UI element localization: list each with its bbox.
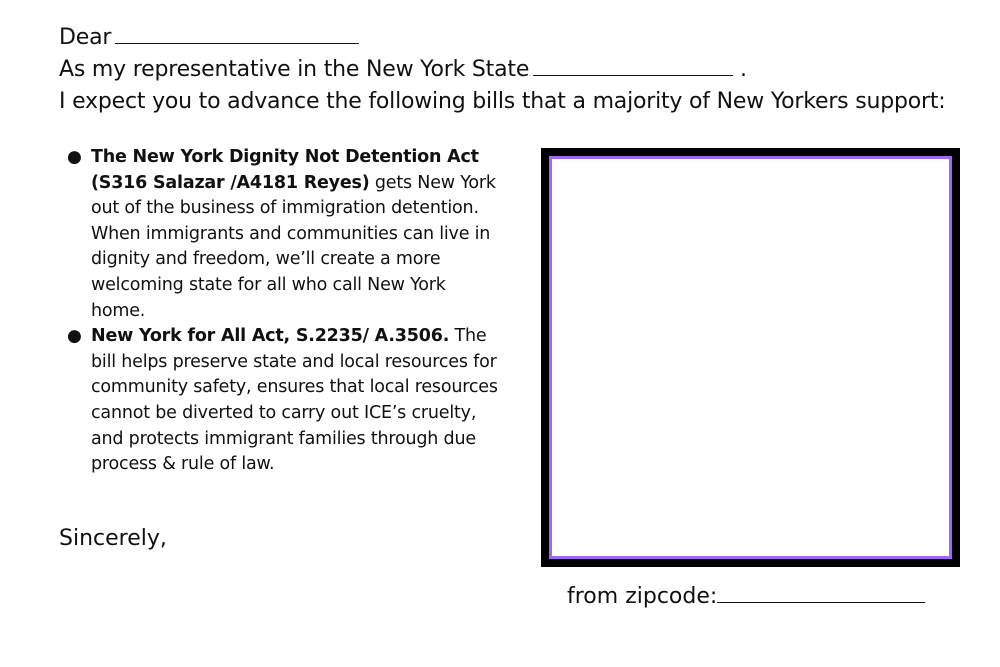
photo-placeholder[interactable] (549, 156, 952, 559)
bill-name: New York for All Act, S.2235/ A.3506. (91, 326, 450, 347)
bill-name: The New York Dignity Not Detention Act (S316 Salazar /A4181 Reyes) (91, 147, 479, 193)
closing-text: Sincerely, (59, 526, 167, 551)
zipcode-label: from zipcode: (567, 584, 718, 609)
dear-line (59, 23, 359, 53)
expect-line (59, 87, 946, 117)
bullet-icon: ● (67, 326, 82, 347)
representative-line (59, 55, 747, 85)
representative-text: As my representative in the New York State (59, 57, 530, 82)
photo-frame[interactable] (541, 148, 960, 567)
expect-text: I expect you to advance the following bills that a majority of New Yorkers support: (59, 89, 946, 114)
dear-label: Dear (59, 25, 112, 50)
chamber-blank[interactable] (533, 55, 733, 76)
recipient-name-blank[interactable] (115, 23, 359, 44)
bill-list (62, 145, 502, 478)
bill-description: The bill helps preserve state and local resources for community safety, ensures that local resources cannot be diverted to carry out ICE’s cruelty, and protects immigrant families through due process & rule of law. (91, 326, 498, 475)
zipcode-line (567, 582, 925, 612)
representative-period: . (739, 57, 747, 82)
bill-description: gets New York out of the business of immigration detention. When immigrants and communities can live in dignity and freedom, we’ll create a more welcoming state for all who call New York home. (91, 172, 496, 321)
zipcode-blank[interactable] (717, 582, 925, 603)
bill-item (62, 324, 502, 478)
bill-item (62, 145, 502, 324)
bullet-icon: ● (67, 147, 82, 167)
